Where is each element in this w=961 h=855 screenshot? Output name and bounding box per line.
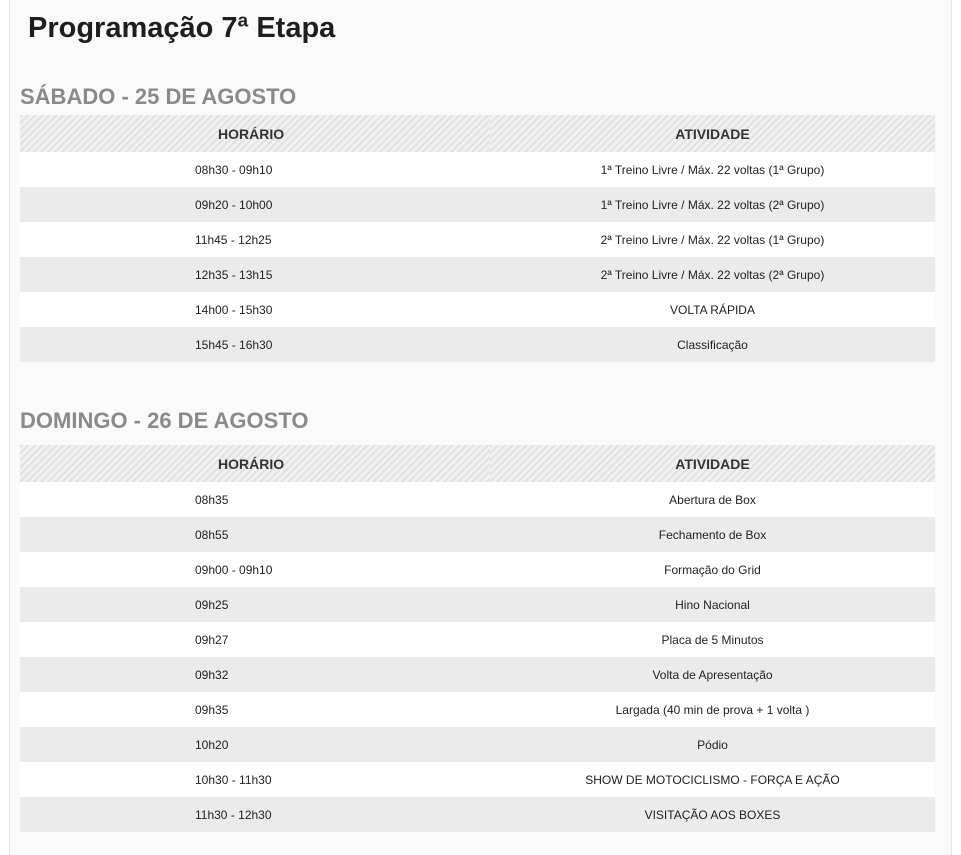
activity-cell: 1ª Treino Livre / Máx. 22 voltas (2ª Grupo) [490,187,935,222]
time-cell: 09h00 - 09h10 [20,552,490,587]
sunday-schedule-table [20,445,935,832]
table-header-row [20,445,935,482]
activity-cell: Largada (40 min de prova + 1 volta ) [490,692,935,727]
activity-cell: Placa de 5 Minutos [490,622,935,657]
table-row [20,657,935,692]
column-header-horario: HORÁRIO [20,115,490,152]
time-cell: 08h35 [20,482,490,517]
table-row [20,327,935,362]
schedule-page [9,0,952,855]
column-header-atividade: ATIVIDADE [490,445,935,482]
time-cell: 09h35 [20,692,490,727]
time-cell: 09h25 [20,587,490,622]
table-row [20,587,935,622]
activity-cell: Classificação [490,327,935,362]
table-row [20,762,935,797]
column-header-atividade: ATIVIDADE [490,115,935,152]
time-cell: 11h30 - 12h30 [20,797,490,832]
time-cell: 08h30 - 09h10 [20,152,490,187]
activity-cell: Hino Nacional [490,587,935,622]
activity-cell: Volta de Apresentação [490,657,935,692]
time-cell: 09h32 [20,657,490,692]
time-cell: 11h45 - 12h25 [20,222,490,257]
column-header-horario: HORÁRIO [20,445,490,482]
saturday-heading: SÁBADO - 25 DE AGOSTO [20,84,297,109]
table-row [20,292,935,327]
time-cell: 10h30 - 11h30 [20,762,490,797]
sunday-heading: DOMINGO - 26 DE AGOSTO [20,408,309,433]
table-row [20,797,935,832]
table-row [20,727,935,762]
time-cell: 09h27 [20,622,490,657]
activity-cell: Pódio [490,727,935,762]
saturday-schedule-table [20,115,935,362]
time-cell: 08h55 [20,517,490,552]
page-title: Programação 7ª Etapa [28,12,336,44]
activity-cell: Formação do Grid [490,552,935,587]
table-row [20,222,935,257]
time-cell: 12h35 - 13h15 [20,257,490,292]
time-cell: 10h20 [20,727,490,762]
table-row [20,152,935,187]
table-row [20,692,935,727]
activity-cell: VISITAÇÃO AOS BOXES [490,797,935,832]
table-row [20,187,935,222]
table-row [20,552,935,587]
table-header-row [20,115,935,152]
activity-cell: SHOW DE MOTOCICLISMO - FORÇA E AÇÃO [490,762,935,797]
activity-cell: VOLTA RÁPIDA [490,292,935,327]
activity-cell: 2ª Treino Livre / Máx. 22 voltas (2ª Grupo) [490,257,935,292]
activity-cell: Fechamento de Box [490,517,935,552]
time-cell: 14h00 - 15h30 [20,292,490,327]
activity-cell: 1ª Treino Livre / Máx. 22 voltas (1ª Grupo) [490,152,935,187]
table-row [20,482,935,517]
activity-cell: Abertura de Box [490,482,935,517]
table-row [20,622,935,657]
time-cell: 15h45 - 16h30 [20,327,490,362]
table-row [20,257,935,292]
table-row [20,517,935,552]
activity-cell: 2ª Treino Livre / Máx. 22 voltas (1ª Grupo) [490,222,935,257]
time-cell: 09h20 - 10h00 [20,187,490,222]
